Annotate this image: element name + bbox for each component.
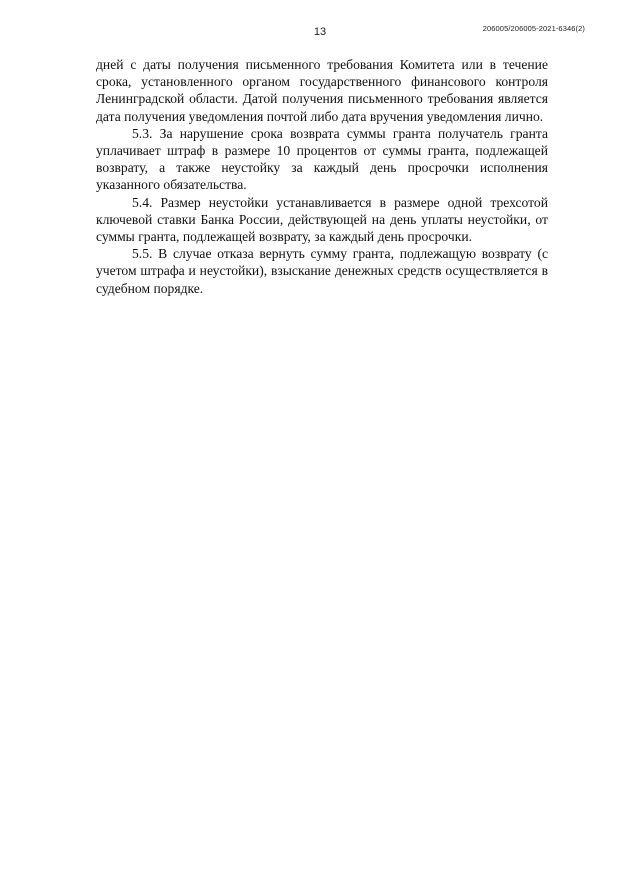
page-number: 13	[313, 26, 327, 38]
paragraph-5-5: 5.5. В случае отказа вернуть сумму гранта, подлежащую возврату (с учетом штрафа и неустойки), взыскание денежных средств осуществляется в судебном порядке.	[96, 246, 548, 296]
paragraph-5-4: 5.4. Размер неустойки устанавливается в размере одной трехсотой ключевой ставки Банка России, действующей на день уплаты неустойки, от суммы гранта, подлежащей возврату, за каждый день просрочки.	[96, 194, 548, 245]
paragraph-5-3: 5.3. За нарушение срока возврата суммы гранта получатель гранта уплачивает штраф в размере 10 процентов от суммы гранта, подлежащей возврату, а также неустойку за каждый день просрочки исполнения указанного обязательства.	[96, 125, 548, 193]
paragraph-continuation: дней с даты получения письменного требования Комитета или в течение срока, установленного органом государственного финансового контроля Ленинградской области. Датой получения письменного требования является дата получения уведомления почтой либо дата вручения уведомления лично.	[96, 57, 548, 124]
document-body	[96, 56, 548, 297]
document-id: 206005/206005-2021-6346(2)	[482, 24, 585, 33]
